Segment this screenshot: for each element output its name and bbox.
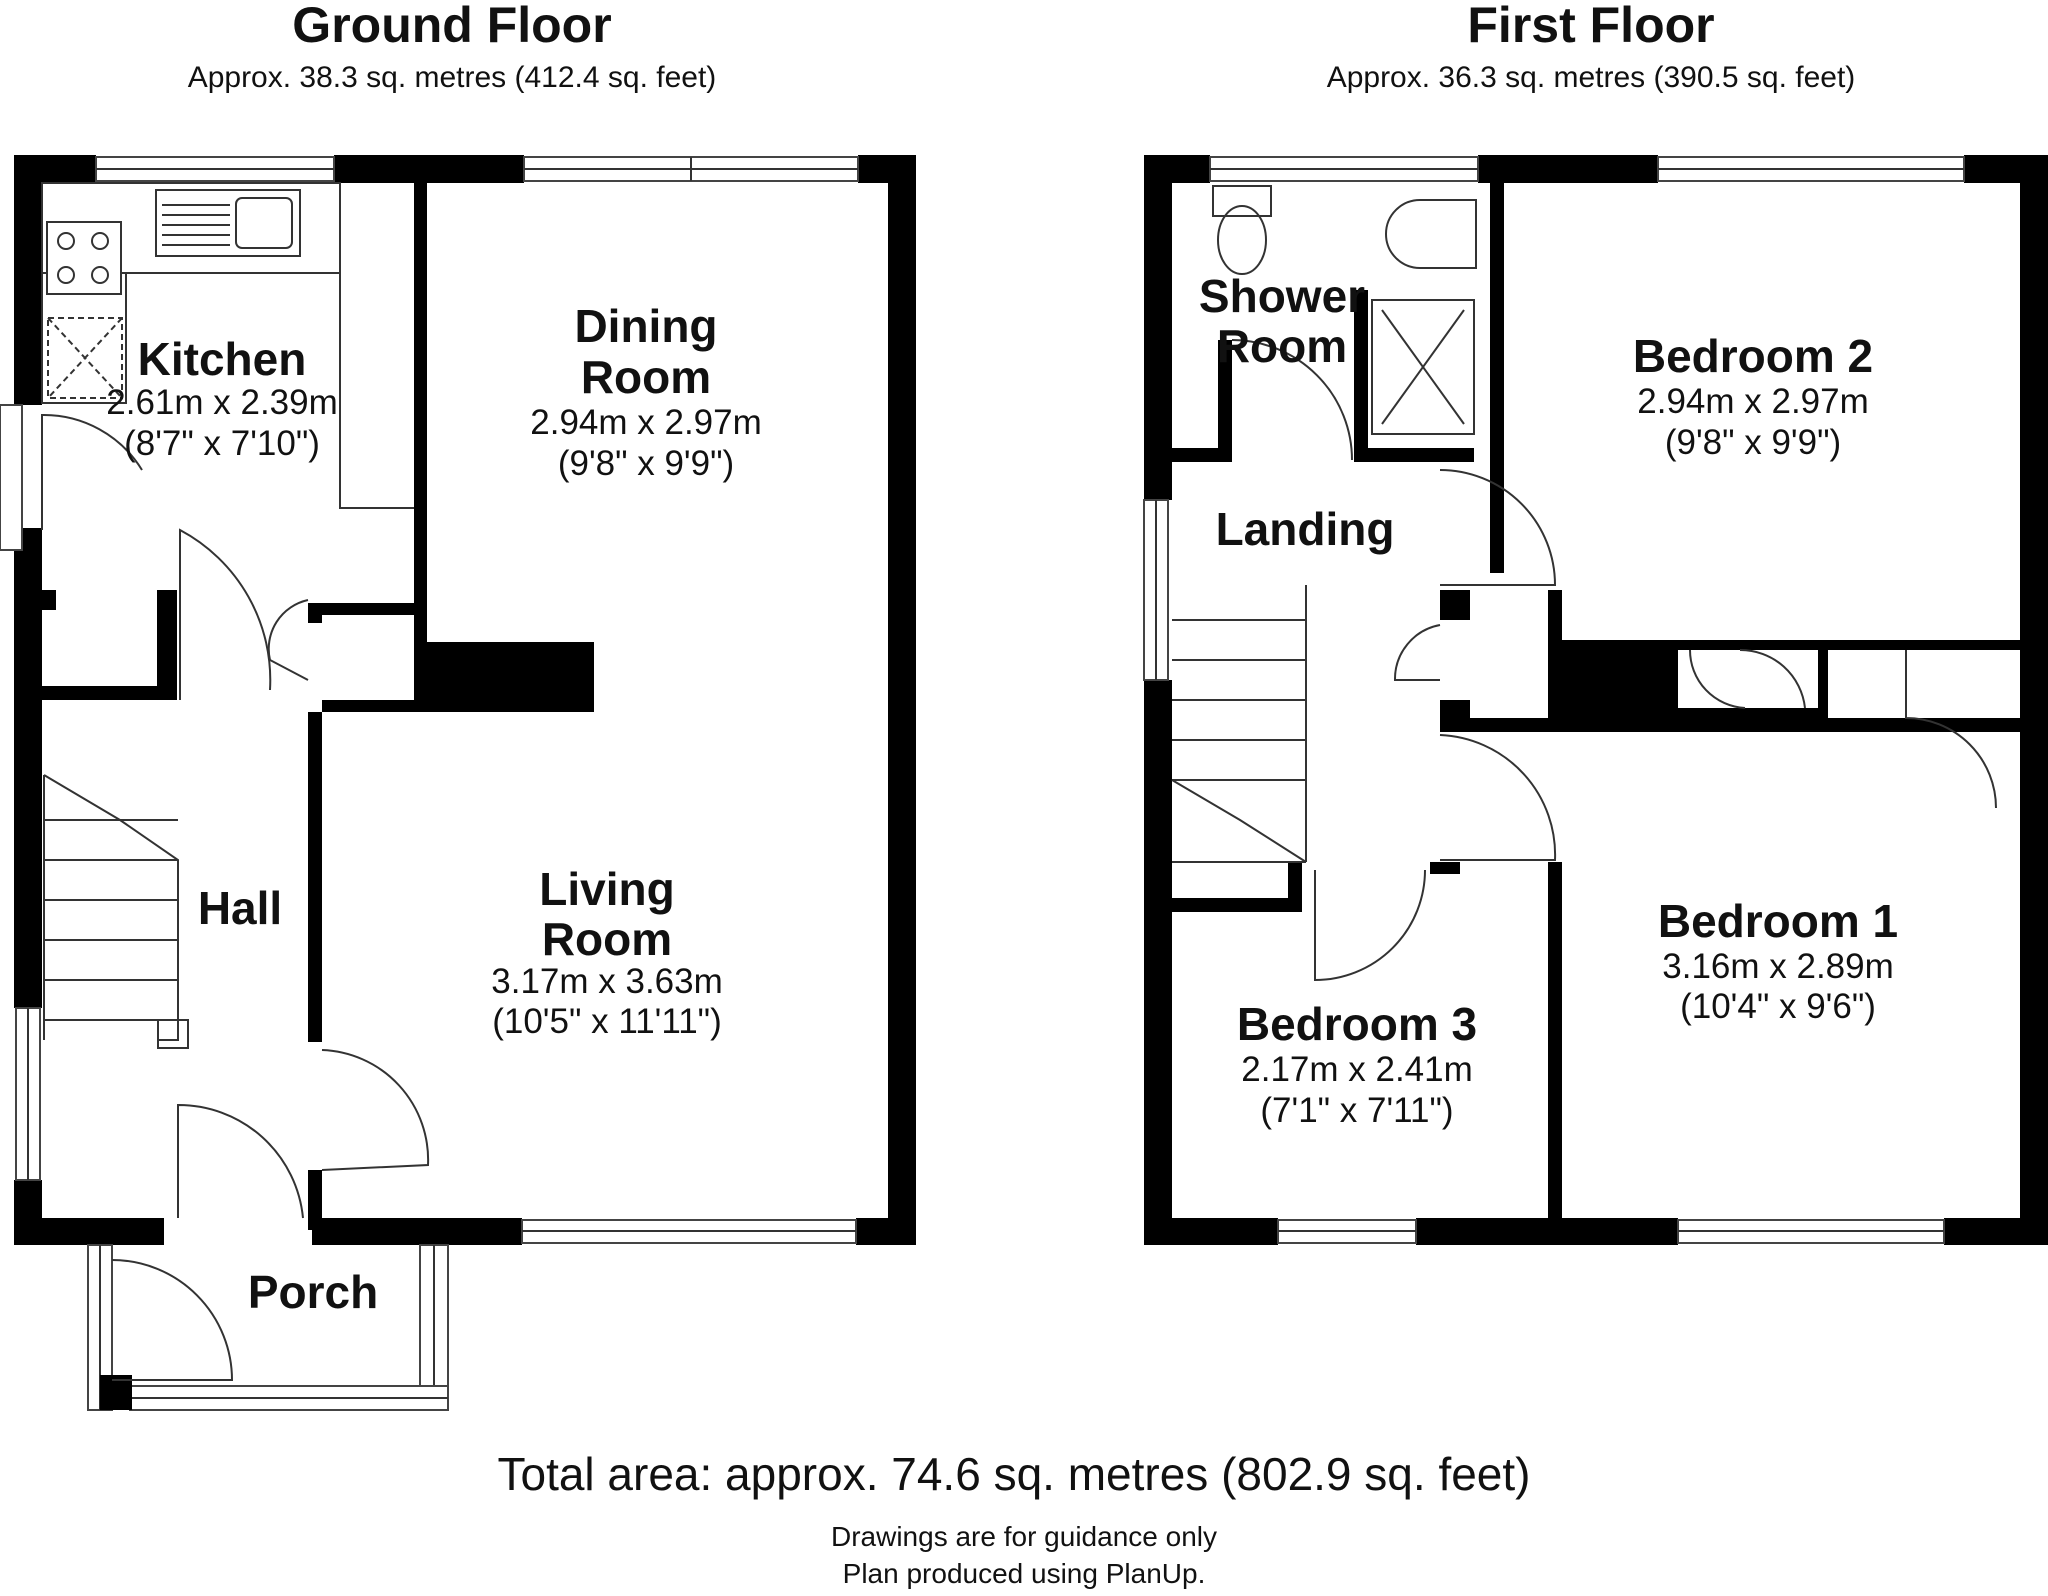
living-room-label-2: Room xyxy=(541,913,673,965)
shower-room-label-2: Room xyxy=(1216,320,1348,372)
wall xyxy=(312,1218,522,1245)
door-swing xyxy=(322,1050,428,1170)
staircase xyxy=(44,775,188,1048)
door-swing xyxy=(1315,870,1425,980)
porch-label: Porch xyxy=(247,1266,379,1318)
door-swing xyxy=(1690,650,1745,708)
door-swing xyxy=(178,1105,303,1218)
wall xyxy=(414,183,427,643)
bedroom-2-imperial: (9'8" x 9'9") xyxy=(1664,423,1842,462)
kitchen-label: Kitchen xyxy=(137,333,307,385)
door-swing xyxy=(1395,625,1440,680)
bedroom-3-metric: 2.17m x 2.41m xyxy=(1241,1050,1473,1089)
wall xyxy=(1944,1218,2048,1245)
wall xyxy=(1354,448,1474,462)
chimney-breast xyxy=(1548,640,1678,722)
door-swing xyxy=(269,600,308,680)
door-frame xyxy=(0,405,22,550)
toilet-icon xyxy=(1213,186,1271,216)
wall xyxy=(1144,1218,1278,1245)
bedroom-2-label: Bedroom 2 xyxy=(1632,330,1874,382)
wall xyxy=(1430,862,1460,874)
kitchen-imperial: (8'7" x 7'10") xyxy=(124,424,320,463)
bedroom-3-imperial: (7'1" x 7'11") xyxy=(1260,1091,1454,1130)
ground-floor-area: Approx. 38.3 sq. metres (412.4 sq. feet) xyxy=(187,61,717,94)
wall xyxy=(14,155,42,405)
hall-label: Hall xyxy=(197,882,283,934)
wall xyxy=(14,528,42,1008)
dining-room-imperial: (9'8" x 9'9") xyxy=(557,444,735,483)
door-swing xyxy=(1740,650,1805,708)
wall xyxy=(1144,680,1172,1245)
wall xyxy=(888,155,916,1245)
landing-label: Landing xyxy=(1215,503,1395,555)
wall xyxy=(1440,590,1470,620)
door-swing xyxy=(180,530,270,700)
wall xyxy=(308,1170,322,1230)
wall xyxy=(322,603,414,615)
kitchen-metric: 2.61m x 2.39m xyxy=(106,383,338,422)
bedroom-3-label: Bedroom 3 xyxy=(1236,998,1478,1050)
ground-floor-title: Ground Floor xyxy=(292,0,612,53)
total-area: Total area: approx. 74.6 sq. metres (802.9 sq. feet) xyxy=(497,1448,1531,1500)
dining-room-metric: 2.94m x 2.97m xyxy=(530,403,762,442)
living-room-imperial: (10'5" x 11'11") xyxy=(492,1002,722,1041)
living-room-label: Living xyxy=(539,863,675,915)
wall xyxy=(1948,640,2020,650)
sink-icon xyxy=(156,190,300,256)
dining-room-label-2: Room xyxy=(580,351,712,403)
living-room-metric: 3.17m x 3.63m xyxy=(491,962,723,1001)
wall xyxy=(157,590,177,700)
wall xyxy=(308,712,322,1042)
planup-credit: Plan produced using PlanUp. xyxy=(842,1558,1206,1589)
wall xyxy=(856,1218,916,1245)
first-floor-title: First Floor xyxy=(1467,0,1715,53)
bedroom-1-metric: 3.16m x 2.89m xyxy=(1662,947,1894,986)
wall xyxy=(1548,862,1562,1232)
wall xyxy=(334,155,524,183)
wall xyxy=(42,686,177,700)
shower-room-label: Shower xyxy=(1198,270,1366,322)
wall xyxy=(1548,590,1562,640)
basin-icon xyxy=(1386,200,1476,268)
wall xyxy=(14,1218,164,1245)
door-swing xyxy=(1440,735,1555,860)
wall xyxy=(1144,155,1172,500)
first-floor-area: Approx. 36.3 sq. metres (390.5 sq. feet) xyxy=(1326,61,1856,94)
dining-room-label: Dining xyxy=(574,300,718,352)
guidance-note: Drawings are for guidance only xyxy=(831,1521,1217,1552)
wall xyxy=(1490,183,1504,573)
wall xyxy=(1172,898,1302,912)
wall xyxy=(2020,155,2048,1245)
wall xyxy=(322,700,414,712)
wall xyxy=(1818,640,1828,712)
bedroom-1-label: Bedroom 1 xyxy=(1657,895,1899,947)
hob-icon xyxy=(47,222,121,294)
wall xyxy=(1416,1218,1678,1245)
wall xyxy=(1288,862,1302,912)
chimney-breast xyxy=(414,642,594,712)
wall xyxy=(42,590,56,610)
wall xyxy=(1478,155,1658,183)
bedroom-2-metric: 2.94m x 2.97m xyxy=(1637,382,1869,421)
bedroom-1-imperial: (10'4" x 9'6") xyxy=(1680,987,1876,1026)
staircase xyxy=(1172,585,1306,862)
wall xyxy=(308,603,322,623)
